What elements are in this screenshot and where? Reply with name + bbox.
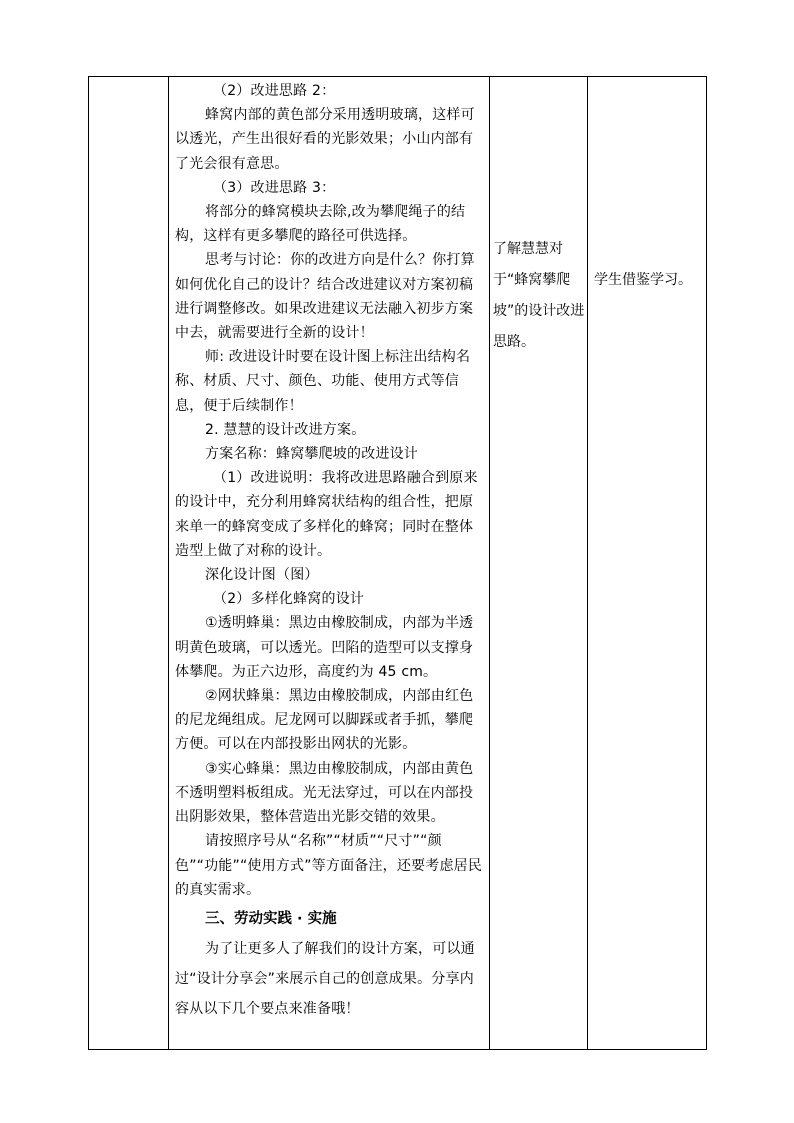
paragraph: 为了让更多人了解我们的设计方案，可以通过“设计分享会”来展示自己的创意成果。分享内容从以下几个要点来准备哦！ [175, 940, 475, 1017]
purpose-cell: 了解慧慧对于“蜂窝攀爬坡”的设计改进思路。 [493, 241, 585, 350]
section-heading: 三、劳动实践 · 实施 [205, 910, 337, 927]
paragraph: 将部分的蜂窝模块去除,改为攀爬绳子的结构，这样有更多攀爬的路径可供选择。 [175, 204, 466, 245]
paragraph: （1）改进说明：我将改进思路融合到原来的设计中，充分利用蜂窝状结构的组合性，把原来单一的蜂窝变成了多样化的蜂窝；同时在整体造型上做了对称的设计。 [175, 470, 478, 559]
paragraph: ①透明蜂巢：黑边由橡胶制成，内部为半透明黄色玻璃，可以透光。凹陷的造型可以支撑身体攀爬。为正六边形，高度约为 45 cm。 [175, 615, 474, 680]
column-divider-3 [587, 77, 588, 1049]
paragraph: ③实心蜂巢：黑边由橡胶制成，内部由黄色不透明塑料板组成。光无法穿过，可以在内部投出阴影效果，整体营造出光影交错的效果。 [175, 760, 474, 826]
column-divider-2 [489, 77, 490, 1049]
student-activity-cell: 学生借鉴学习。 [594, 272, 692, 288]
paragraph: 2. 慧慧的设计改进方案。 [205, 421, 366, 438]
paragraph: （3）改进思路 3： [213, 179, 336, 196]
paragraph: （2）改进思路 2： [213, 83, 336, 99]
paragraph: 请按照序号从“名称”“材质”“尺寸”“颜色”“功能”“使用方式”等方面备注，还要考虑居民的真实需求。 [175, 833, 483, 898]
column-divider-1 [168, 77, 169, 1049]
paragraph: ②网状蜂巢：黑边由橡胶制成，内部由红色的尼龙绳组成。尼龙网可以脚踩或者手抓，攀爬方便。可以在内部投影出网状的光影。 [175, 688, 474, 753]
paragraph: 思考与讨论：你的改进方向是什么？你打算如何优化自己的设计？结合改进建议对方案初稿进行调整修改。如果改进建议无法融入初步方案中去，就需要进行全新的设计！ [175, 252, 475, 342]
paragraph: （2）多样化蜂窝的设计 [213, 591, 365, 608]
paragraph: 方案名称：蜂窝攀爬坡的改进设计 [205, 446, 418, 463]
lesson-table [88, 76, 707, 1050]
paragraph: 深化设计图（图） [205, 567, 319, 584]
paragraph: 蜂窝内部的黄色部分采用透明玻璃，这样可以透光，产生出很好看的光影效果；小山内部有了光会很有意思。 [175, 107, 475, 172]
paragraph: 师: 改进设计时要在设计图上标注出结构名称、材质、尺寸、颜色、功能、使用方式等信息，便于后续制作！ [175, 349, 471, 414]
teaching-content-cell [171, 77, 487, 1024]
